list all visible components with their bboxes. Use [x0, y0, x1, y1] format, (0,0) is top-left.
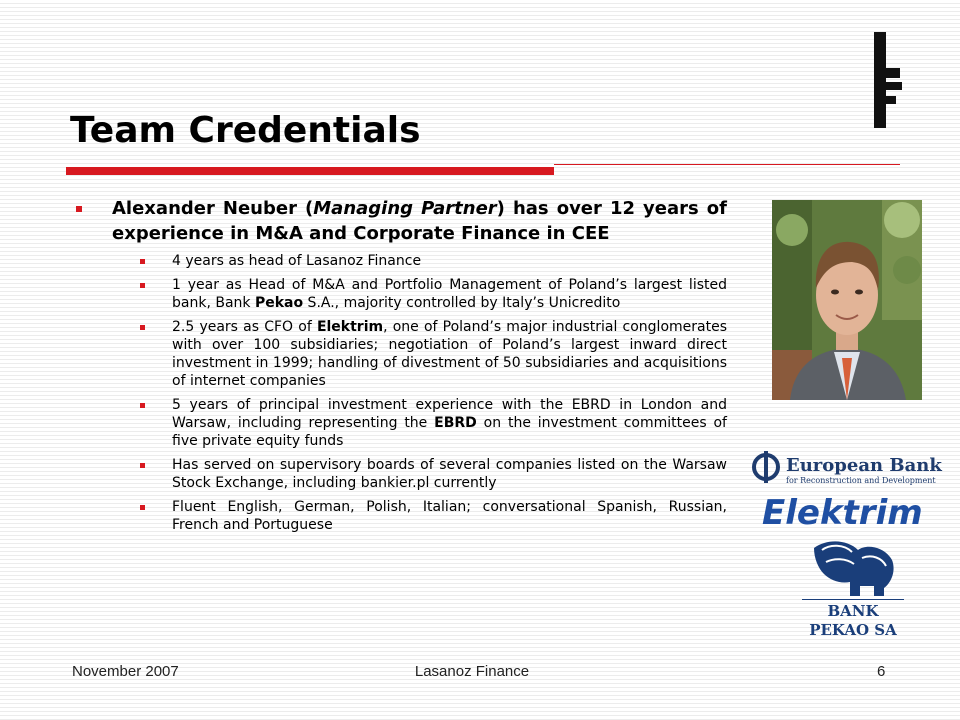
bullet-square-icon — [140, 325, 145, 330]
bank-pekao-logo — [800, 536, 906, 640]
footer-date: November 2007 — [72, 663, 179, 680]
sub-bullet-ebrd: 5 years of principal investment experience with the EBRD in London and Warsaw, including representing the EBRD on the investment committees of five private equity funds — [72, 396, 727, 450]
bullet-square-icon — [140, 283, 145, 288]
pekao-line2: PEKAO SA — [809, 621, 897, 639]
bullet-square-icon — [140, 505, 145, 510]
bullet-square-icon — [140, 403, 145, 408]
bison-icon — [814, 541, 894, 596]
sub-bullet-elektrim: 2.5 years as CFO of Elektrim, one of Poland’s major industrial conglomerates with over 100 subsidiaries; negotiation of Poland’s largest inward direct investment in 1999; handling of divestment of 50 subsidiaries and acquisitions of internet companies — [72, 318, 727, 390]
main-bullet-text: has over 12 years of experience in M&A and Corporate Finance in CEE — [112, 198, 727, 244]
bullet-square-icon — [76, 206, 82, 212]
sub-bullet-lasanoz: 4 years as head of Lasanoz Finance — [72, 252, 727, 270]
title-underline-thin — [554, 164, 900, 165]
ebrd-subtitle: for Reconstruction and Development — [786, 476, 936, 485]
bullet-square-icon — [140, 259, 145, 264]
main-bullet: Alexander Neuber (Managing Partner) has over 12 years of experience in M&A and Corporate Finance in CEE — [72, 196, 727, 246]
portrait-photo — [772, 200, 922, 400]
footer-company: Lasanoz Finance — [414, 663, 530, 680]
sub-bullet-languages: Fluent English, German, Polish, Italian; conversational Spanish, Russian, French and Portuguese — [72, 498, 727, 534]
page-number: 6 — [877, 663, 886, 680]
credentials-content — [72, 196, 727, 540]
ebrd-logo — [752, 447, 944, 489]
sub-bullet-boards: Has served on supervisory boards of several companies listed on the Warsaw Stock Exchange, including bankier.pl currently — [72, 456, 727, 492]
elektrim-logo — [760, 490, 932, 532]
ebrd-name: European Bank — [786, 455, 942, 476]
page-title: Team Credentials — [70, 110, 421, 151]
person-role: Managing Partner — [313, 198, 497, 219]
person-name: Alexander Neuber — [112, 198, 297, 219]
bullet-square-icon — [140, 463, 145, 468]
sub-bullet-pekao: 1 year as Head of M&A and Portfolio Management of Poland’s largest listed bank, Bank Pekao S.A., majority controlled by Italy’s Unicredito — [72, 276, 727, 312]
pekao-line1: BANK — [827, 602, 879, 620]
sub-bullet-list — [72, 252, 727, 534]
ebrd-emblem-icon — [752, 447, 944, 489]
elektrim-wordmark: Elektrim — [762, 493, 923, 532]
lasanoz-logo — [872, 32, 904, 128]
title-underline-thick — [66, 167, 554, 175]
